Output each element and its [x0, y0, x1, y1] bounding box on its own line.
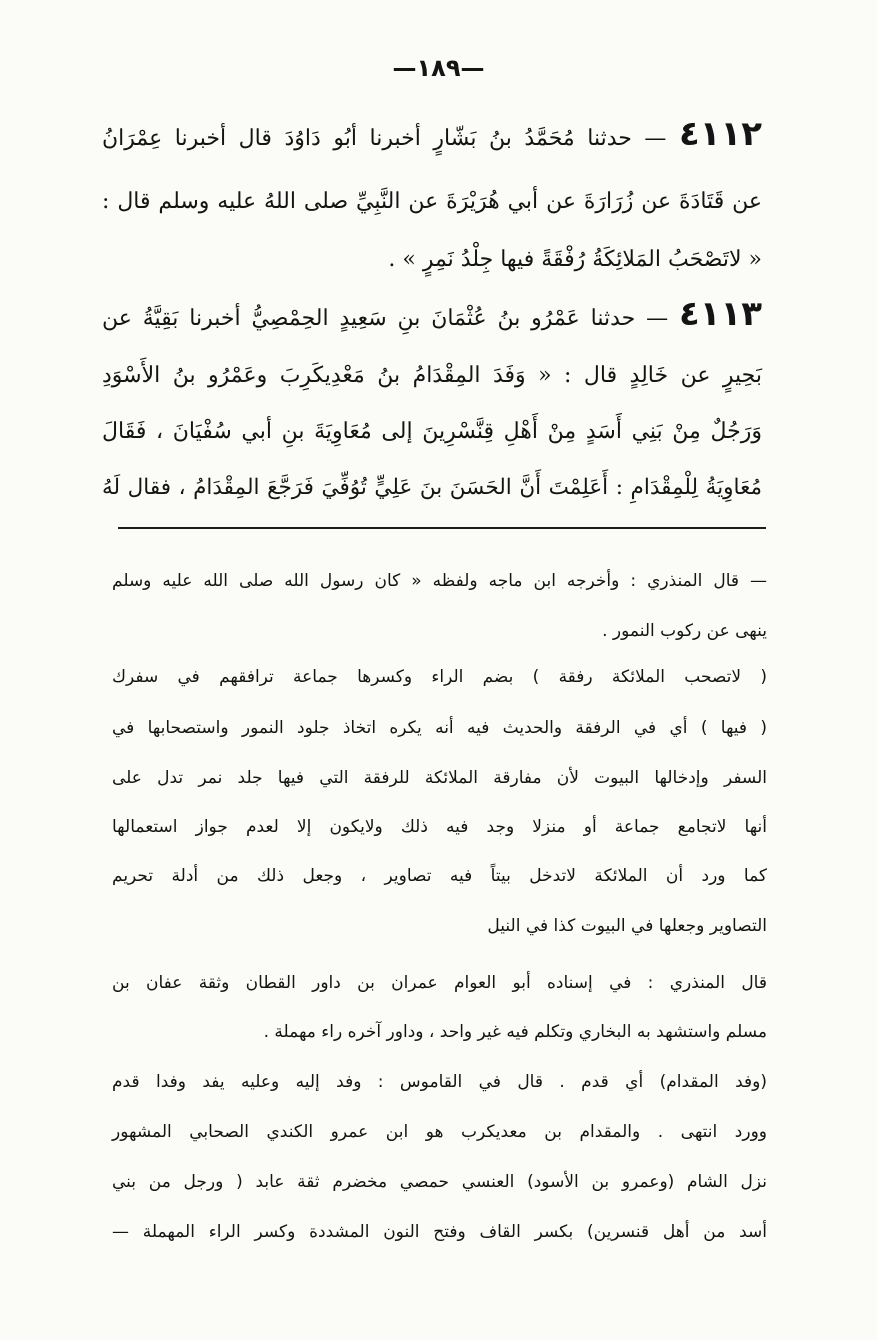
commentary-line: وورد انتهى . والمقدام بن معديكرب هو ابن عمرو الكندي الصحابي المشهور [112, 1122, 767, 1142]
hadith-number: ٤١١٢ [678, 114, 762, 154]
hadith-4113-line-4: مُعَاوِيَةُ لِلْمِقْدَامِ : أَعَلِمْتَ أَنَّ الحَسَنَ بنَ عَلِيٍّ تُوُفِّيَ فَرَجَّعَ المِقْدَامُ ، فقال لَهُ [102, 475, 762, 500]
hadith-4113-line-1 [102, 294, 762, 338]
hadith-text: — حدثنا مُحَمَّدُ بنُ بَشّارٍ أخبرنا أبُو دَاوُدَ قال أخبرنا عِمْرَانُ [102, 126, 667, 151]
footnote-divider [118, 527, 766, 529]
commentary-line: (وفد المقدام) أي قدم . قال في القاموس : وفد إليه وعليه يفد وفدا قدم [112, 1072, 767, 1092]
commentary-line: ( لاتصحب الملائكة رفقة ) بضم الراء وكسرها جماعة ترافقهم في سفرك [112, 667, 767, 687]
commentary-line: السفر وإدخالها البيوت لأن مفارقة الملائكة للرفقة التي فيها جلد نمر تدل على [112, 768, 767, 788]
commentary-line: مسلم واستشهد به البخاري وتكلم فيه غير واحد ، وداور آخره راء مهملة . [263, 1022, 767, 1042]
commentary-line: التصاوير وجعلها في البيوت كذا في النيل [487, 916, 767, 936]
commentary-line: ينهى عن ركوب النمور . [602, 621, 767, 641]
commentary-line: نزل الشام (وعمرو بن الأسود) العنسي حمصي مخضرم ثقة عابد ( ورجل من بني [112, 1172, 767, 1192]
commentary-line: أسد من أهل قنسرين) بكسر القاف وفتح النون المشددة وكسر الراء المهملة — [112, 1222, 767, 1242]
hadith-4112-line-2: عن قَتَادَةَ عن زُرَارَةَ عن أبي هُرَيْرَةَ عن النَّبِيِّ صلى اللهُ عليه وسلم قال : [102, 189, 762, 214]
hadith-4113-line-3: وَرَجُلٌ مِنْ بَنِي أَسَدٍ مِنْ أَهْلِ قِنَّسْرِينَ إلى مُعَاوِيَةَ بنِ أبي سُفْيَانَ ، فَقَالَ [102, 419, 762, 444]
commentary-line: ( فيها ) أي في الرفقة والحديث فيه أنه يكره اتخاذ جلود النمور واستصحابها في [112, 718, 767, 738]
hadith-4113-line-2: بَحِيرٍ عن خَالِدٍ قال : « وَفَدَ المِقْدَامُ بنُ مَعْدِيكَرِبَ وعَمْرُو بنُ الأَسْوَدِ [102, 363, 762, 388]
commentary-line: كما ورد أن الملائكة لاتدخل بيتاً فيه تصاوير ، وجعل ذلك من أدلة تحريم [112, 866, 767, 886]
hadith-text: — حدثنا عَمْرُو بنُ عُثْمَانَ بنِ سَعِيدٍ الحِمْصِيُّ أخبرنا بَقِيَّةُ عن [102, 306, 669, 331]
page-number: —١٨٩— [392, 54, 485, 82]
hadith-4112-line-1 [102, 114, 762, 158]
commentary-line: — قال المنذري : وأخرجه ابن ماجه ولفظه « كان رسول الله صلى الله عليه وسلم [112, 571, 767, 591]
hadith-number: ٤١١٣ [678, 294, 762, 334]
commentary-line: أنها لاتجامع جماعة أو منزلا وجد فيه ذلك ولايكون إلا لعدم جواز استعمالها [112, 817, 767, 837]
hadith-4112-line-3: « لاتَصْحَبُ المَلائِكَةُ رُفْقَةً فيها جِلْدُ نَمِرٍ » . [388, 247, 762, 272]
commentary-line: قال المنذري : في إسناده أبو العوام عمران بن داور القطان وثقة عفان بن [112, 973, 767, 993]
